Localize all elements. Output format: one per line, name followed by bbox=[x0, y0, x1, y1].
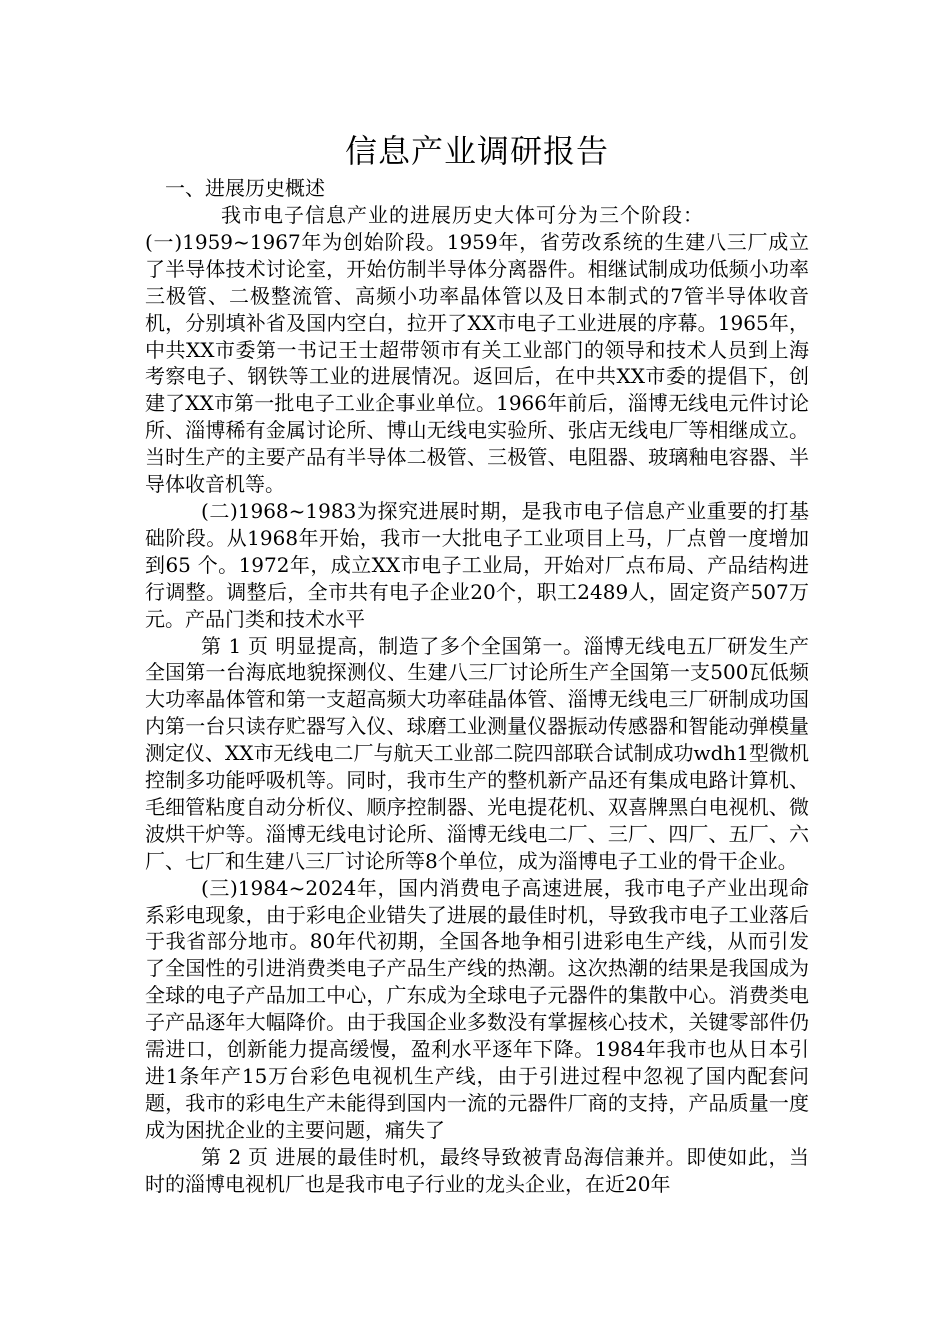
paragraph-stage-one: (一)1959~1967年为创始阶段。1959年，省劳改系统的生建八三厂成立了半导体技术讨论室，开始仿制半导体分离器件。相继试制成功低频小功率三极管、二极整流管、高频小功率晶体管以及日本制式的7管半导体收音机，分别填补省及国内空白，拉开了XX市电子工业进展的序幕。1965年，中共XX市委第一书记王士超带领市有关工业部门的领导和技术人员到上海考察电子、钢铁等工业的进展情况。返回后，在中共XX市委的提倡下，创建了XX市第一批电子工业企事业单位。1966年前后，淄博无线电元件讨论所、淄博稀有金属讨论所、博山无线电实验所、张店无线电厂等相继成立。当时生产的主要产品有半导体二极管、三极管、电阻器、玻璃釉电容器、半导体收音机等。 bbox=[145, 229, 809, 497]
document-title: 信息产业调研报告 bbox=[344, 132, 609, 170]
paragraph-page-2-continuation: 第 2 页 进展的最佳时机，最终导致被青岛海信兼并。即使如此，当时的淄博电视机厂也是我市电子行业的龙头企业，在近20年 bbox=[145, 1144, 809, 1196]
paragraph-page-1-continuation: 第 1 页 明显提高，制造了多个全国第一。淄博无线电五厂研发生产全国第一台海底地貌探测仪、生建八三厂讨论所生产全国第一支500瓦低频大功率晶体管和第一支超高频大功率硅晶体管、淄博无线电三厂研制成功国内第一台只读存贮器写入仪、球磨工业测量仪器振动传感器和智能动弹模量测定仪、XX市无线电二厂与航天工业部二院四部联合试制成功wdh1型微机控制多功能呼吸机等。同时，我市生产的整机新产品还有集成电路计算机、毛细管粘度自动分析仪、顺序控制器、光电提花机、双喜牌黑白电视机、微波烘干炉等。淄博无线电讨论所、淄博无线电二厂、三厂、四厂、五厂、六厂、七厂和生建八三厂讨论所等8个单位，成为淄博电子工业的骨干企业。 bbox=[145, 633, 810, 873]
intro-paragraph: 我市电子信息产业的进展历史大体可分为三个阶段： bbox=[221, 203, 704, 227]
document-page bbox=[145, 128, 809, 1198]
paragraph-stage-three: (三)1984~2024年，国内消费电子高速进展，我市电子产业出现命系彩电现象，由于彩电企业错失了进展的最佳时机，导致我市电子工业落后于我省部分地市。80年代初期，全国各地争相引进彩电生产线，从而引发了全国性的引进消费类电子产品生产线的热潮。这次热潮的结果是我国成为全球的电子产品加工中心，广东成为全球电子元器件的集散中心。消费类电子产品逐年大幅降价。由于我国企业多数没有掌握核心技术，关键零部件仍需进口，创新能力提高缓慢，盈利水平逐年下降。1984年我市也从日本引进1条年产15万台彩色电视机生产线，由于引进过程中忽视了国内配套问题，我市的彩电生产未能得到国内一流的元器件厂商的支持，产品质量一度成为困扰企业的主要问题，痛失了 bbox=[145, 875, 809, 1142]
paragraph-stage-two: (二)1968~1983为探究进展时期，是我市电子信息产业重要的打基础阶段。从1968年开始，我市一大批电子工业项目上马，厂点曾一度增加到65 个。1972年，成立XX市电子工业局，开始对厂点布局、产品结构进行调整。调整后，全市共有电子企业20个，职工2489人，固定资产507万元。产品门类和技术水平 bbox=[145, 498, 809, 631]
section-heading: 一、进展历史概述 bbox=[165, 176, 325, 200]
